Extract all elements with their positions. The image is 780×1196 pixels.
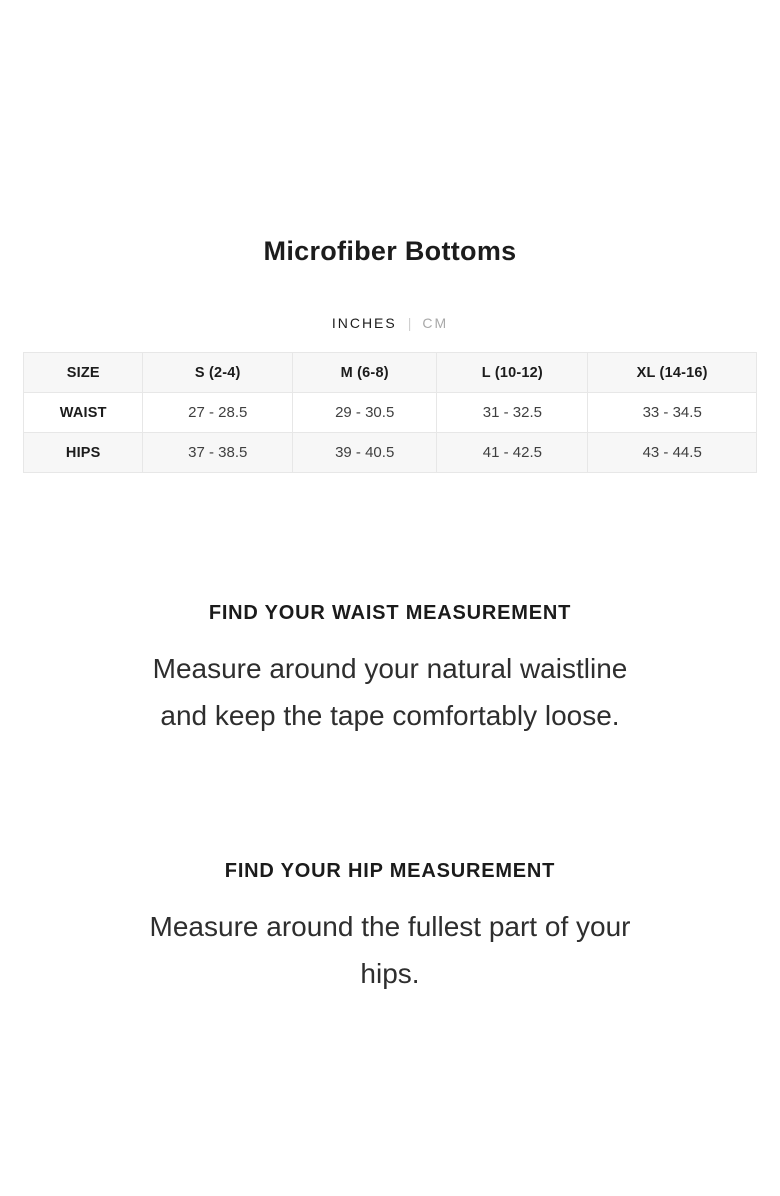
unit-inches[interactable]: INCHES (331, 315, 397, 331)
size-table-header-cell: S (2-4) (143, 353, 293, 393)
hip-measurement-section (0, 859, 780, 997)
size-table (23, 352, 757, 473)
size-table-header-row (24, 353, 757, 393)
hip-section-heading: FIND YOUR HIP MEASUREMENT (224, 860, 556, 882)
table-cell: 37 - 38.5 (143, 433, 293, 473)
size-table-header-cell: SIZE (24, 353, 143, 393)
unit-separator: | (407, 315, 412, 331)
unit-toggle (0, 315, 780, 332)
table-cell: 41 - 42.5 (437, 433, 588, 473)
waist-section-body (110, 645, 670, 739)
size-table-header-cell: M (6-8) (293, 353, 437, 393)
table-cell: 27 - 28.5 (143, 393, 293, 433)
body-line: hips. (360, 958, 420, 989)
body-line: and keep the tape comfortably loose. (160, 700, 620, 731)
table-cell: 29 - 30.5 (293, 393, 437, 433)
page-title: Microfiber Bottoms (263, 236, 517, 266)
waist-section-heading: FIND YOUR WAIST MEASUREMENT (208, 602, 572, 624)
size-table-header-cell: XL (14-16) (588, 353, 757, 393)
unit-cm[interactable]: CM (422, 315, 449, 331)
table-cell: 31 - 32.5 (437, 393, 588, 433)
body-line: Measure around your natural waistline (152, 653, 628, 684)
hip-section-body (110, 903, 670, 997)
body-line: Measure around the fullest part of your (149, 911, 631, 942)
waist-measurement-section (0, 601, 780, 739)
row-label-hips: HIPS (24, 433, 143, 473)
size-table-header-cell: L (10-12) (437, 353, 588, 393)
table-row-hips (24, 433, 757, 473)
table-cell: 33 - 34.5 (588, 393, 757, 433)
table-cell: 43 - 44.5 (588, 433, 757, 473)
table-cell: 39 - 40.5 (293, 433, 437, 473)
table-row-waist (24, 393, 757, 433)
row-label-waist: WAIST (24, 393, 143, 433)
